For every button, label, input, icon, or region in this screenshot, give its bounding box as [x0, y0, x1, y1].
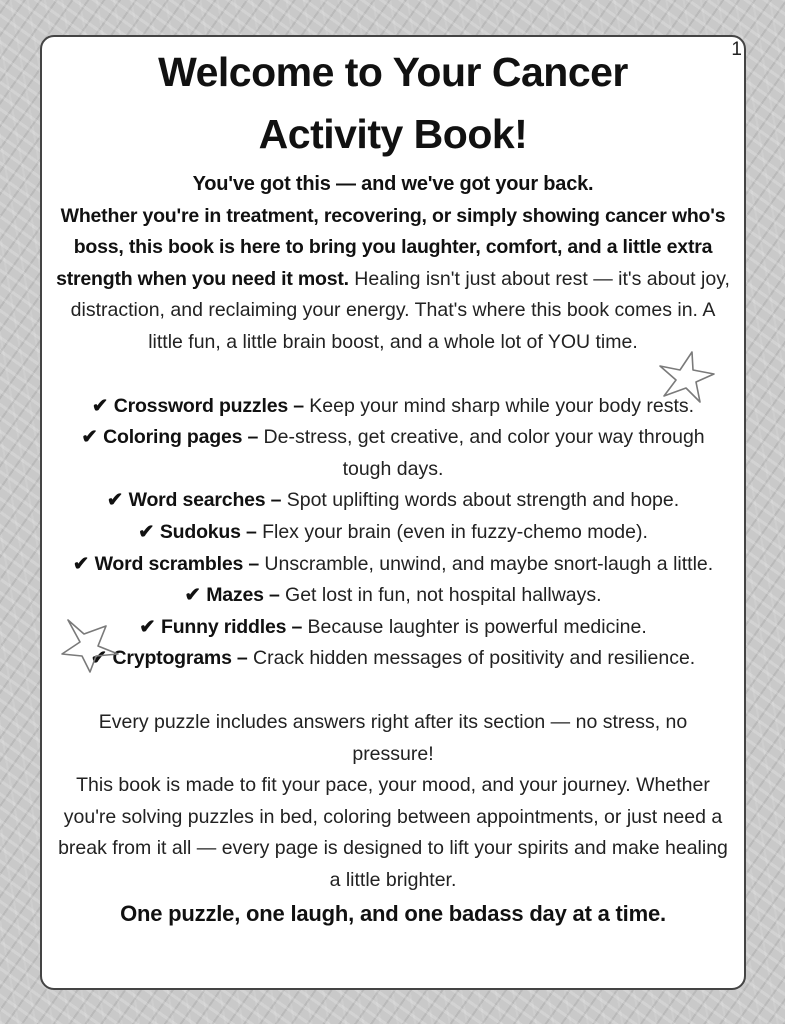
page-number: 1: [731, 39, 742, 60]
list-item: [56, 517, 730, 549]
check-icon: ✔: [90, 647, 108, 670]
activity-name: Word searches –: [128, 489, 282, 512]
activity-desc: Flex your brain (even in fuzzy-chemo mode).: [256, 520, 648, 543]
page-title: [42, 41, 744, 165]
list-item: [56, 580, 730, 612]
check-icon: ✔: [184, 584, 201, 607]
activity-desc: De-stress, get creative, and color your way through tough days.: [258, 426, 705, 480]
activity-desc: Spot uplifting words about strength and hope.: [281, 489, 680, 512]
activity-desc: Crack hidden messages of positivity and resilience.: [247, 647, 696, 670]
intro-paragraph: [56, 201, 730, 359]
activity-desc: Get lost in fun, not hospital hallways.: [279, 584, 602, 607]
activity-name: Crossword puzzles –: [113, 394, 304, 417]
activity-desc: Unscramble, unwind, and maybe snort-laugh a little.: [259, 552, 714, 575]
spacer: [56, 675, 730, 707]
star-outline-icon: [60, 616, 122, 674]
activity-desc: Because laughter is powerful medicine.: [302, 615, 647, 638]
list-item: [56, 485, 730, 517]
tagline: You've got this — and we've got your back.: [192, 173, 594, 195]
page-card: [40, 35, 746, 990]
check-icon: ✔: [106, 489, 124, 512]
answers-note: Every puzzle includes answers right after its section — no stress, no pressure!: [98, 710, 688, 765]
list-item: [56, 612, 730, 644]
spacer: [56, 359, 730, 391]
title-line-1: Welcome to Your Cancer: [158, 49, 628, 95]
activity-name: Word scrambles –: [94, 552, 260, 575]
title-line-2: Activity Book!: [258, 111, 528, 157]
content: [42, 169, 744, 930]
list-item: [56, 391, 730, 423]
intro-bold: Whether you're in treatment, recovering, or simply showing cancer who's boss, this book is here to bring you laughter, comfort, and a little extra strength when you need it most.: [56, 204, 726, 290]
list-item: [56, 549, 730, 581]
check-icon: ✔: [72, 552, 90, 575]
activity-name: Cryptograms –: [112, 647, 248, 670]
activity-list: [56, 391, 730, 675]
list-item: [56, 422, 730, 485]
check-icon: ✔: [138, 520, 155, 543]
intro-regular: Healing isn't just about rest — it's about joy, distraction, and reclaiming your energy. That's where this book comes in. A little fun, a little brain boost, and a whole lot of YOU time.: [70, 267, 730, 353]
closing-line: One puzzle, one laugh, and one badass day at a time.: [120, 901, 666, 927]
check-icon: ✔: [81, 426, 98, 449]
pace-note: This book is made to fit your pace, your mood, and your journey. Whether you're solving puzzles in bed, coloring between appointments, or just need a break from it all — every page is designed to lift your spirits and make healing a little brighter.: [58, 774, 728, 891]
activity-name: Sudokus –: [159, 520, 257, 543]
star-outline-icon: [656, 350, 718, 406]
activity-name: Funny riddles –: [160, 615, 303, 638]
check-icon: ✔: [91, 394, 109, 417]
activity-name: Mazes –: [206, 584, 280, 607]
list-item: [56, 643, 730, 675]
activity-name: Coloring pages –: [103, 426, 259, 449]
activity-desc: Keep your mind sharp while your body rests.: [303, 394, 695, 417]
check-icon: ✔: [139, 615, 156, 638]
